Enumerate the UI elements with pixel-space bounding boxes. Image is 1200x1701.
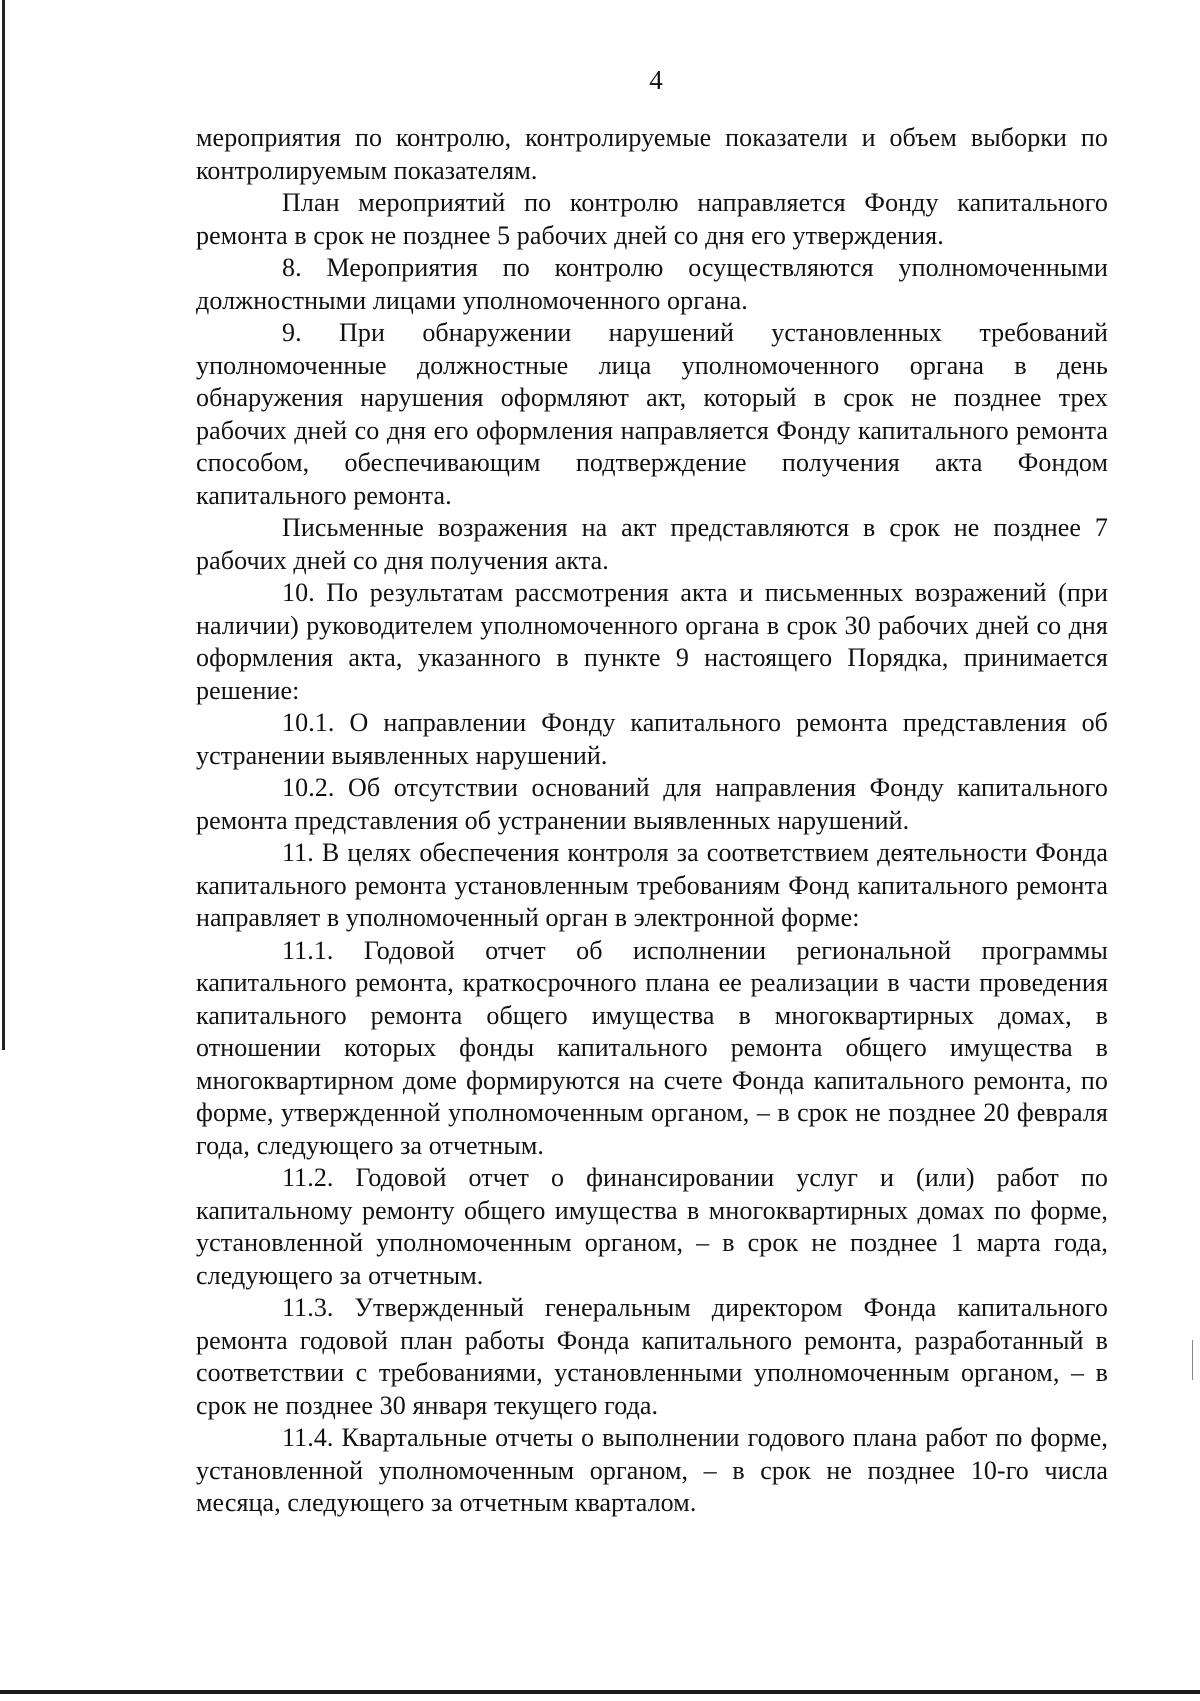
- paragraph-item-9: 9. При обнаружении нарушений установленных требований уполномоченные должностные лица уполномоченного органа в день обнаружения нарушения оформляют акт, который в срок не позднее трех рабочих дней со дня его оформления направляется Фонду капитального ремонта способом, обеспечивающим подтверждение получения акта Фондом капитального ремонта.: [196, 318, 1108, 510]
- page-number: 4: [649, 65, 663, 95]
- paragraph-item-11-2: 11.2. Годовой отчет о финансировании услуг и (или) работ по капитальному ремонту общего имущества в многоквартирных домах по форме, установленной уполномоченным органом, – в срок не позднее 1 марта года, следующего за отчетным.: [196, 1163, 1108, 1290]
- scan-edge-left: [2, 0, 5, 1050]
- paragraph-item-11-3: 11.3. Утвержденный генеральным директором Фонда капитального ремонта годовой план работы Фонда капитального ремонта, разработанный в соответствии с требованиями, установленными уполномоченным органом, – в срок не позднее 30 января текущего года.: [196, 1293, 1108, 1420]
- paragraph: Письменные возражения на акт представляются в срок не позднее 7 рабочих дней со дня получения акта.: [196, 513, 1108, 575]
- scan-mark-right: [1192, 1340, 1193, 1380]
- paragraph-item-10-1: 10.1. О направлении Фонду капитального ремонта представления об устранении выявленных нарушений.: [196, 708, 1108, 770]
- paragraph: План мероприятий по контролю направляется Фонду капитального ремонта в срок не позднее 5 рабочих дней со дня его утверждения.: [196, 188, 1108, 250]
- paragraph: мероприятия по контролю, контролируемые показатели и объем выборки по контролируемым показателям.: [196, 123, 1108, 185]
- paragraph-item-8: 8. Мероприятия по контролю осуществляются уполномоченными должностными лицами уполномоченного органа.: [196, 253, 1108, 315]
- paragraph-item-10-2: 10.2. Об отсутствии оснований для направления Фонду капитального ремонта представления об устранении выявленных нарушений.: [196, 773, 1108, 835]
- document-body: [196, 122, 1108, 1520]
- scan-edge-bottom: [0, 1690, 1200, 1694]
- paragraph-item-11-4: 11.4. Квартальные отчеты о выполнении годового плана работ по форме, установленной уполномоченным органом, – в срок не позднее 10-го числа месяца, следующего за отчетным кварталом.: [196, 1423, 1108, 1517]
- paragraph-item-11-1: 11.1. Годовой отчет об исполнении региональной программы капитального ремонта, краткосрочного плана ее реализации в части проведения капитального ремонта общего имущества в многоквартирных домах, в отношении которых фонды капитального ремонта общего имущества в многоквартирном доме формируются на счете Фонда капитального ремонта, по форме, утвержденной уполномоченным органом, – в срок не позднее 20 февраля года, следующего за отчетным.: [196, 935, 1108, 1160]
- paragraph-item-11: 11. В целях обеспечения контроля за соответствием деятельности Фонда капитального ремонта установленным требованиям Фонд капитального ремонта направляет в уполномоченный орган в электронной форме:: [196, 838, 1108, 932]
- paragraph-item-10: 10. По результатам рассмотрения акта и письменных возражений (при наличии) руководителем уполномоченного органа в срок 30 рабочих дней со дня оформления акта, указанного в пункте 9 настоящего Порядка, принимается решение:: [196, 578, 1108, 705]
